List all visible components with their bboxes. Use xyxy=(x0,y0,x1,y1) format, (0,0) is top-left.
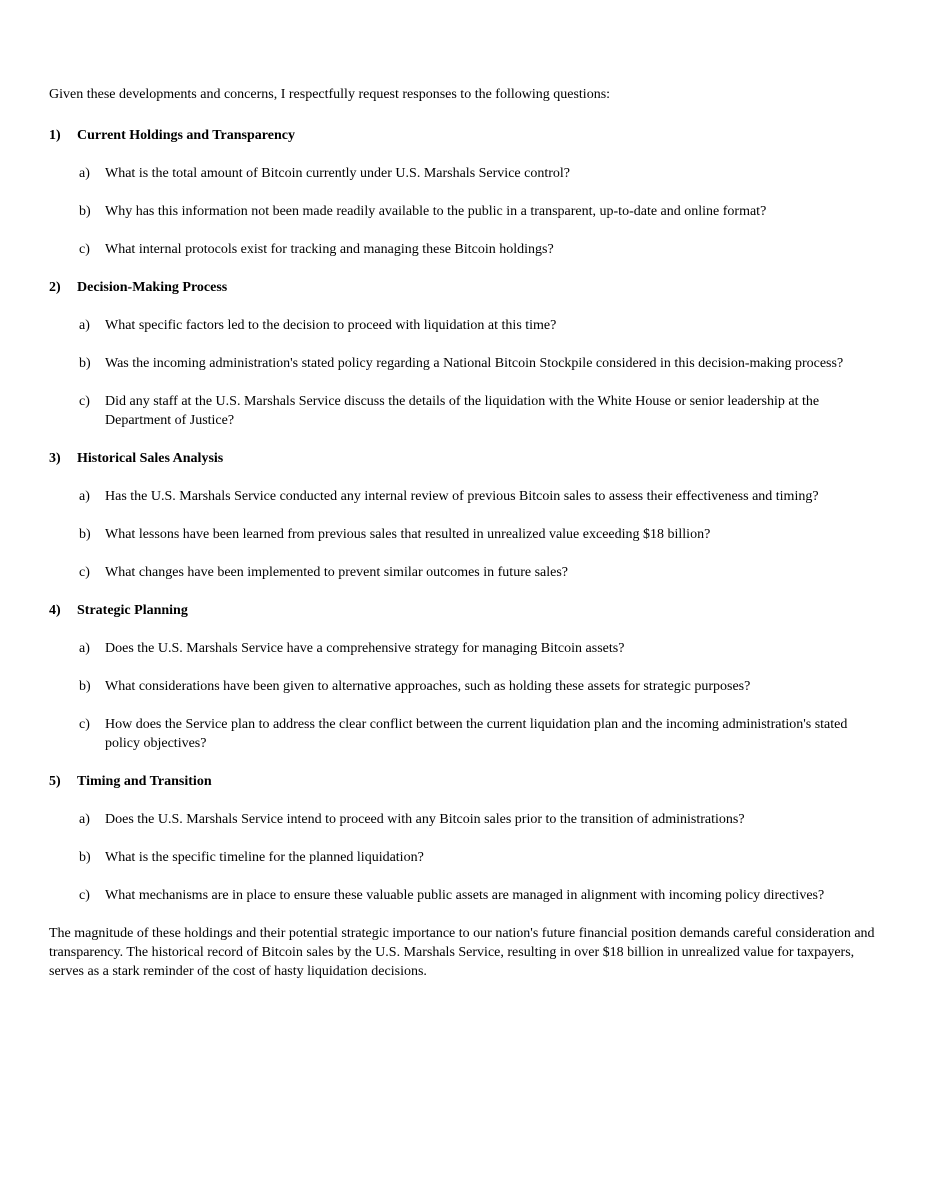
question-section xyxy=(49,601,883,753)
item-text: Was the incoming administration's stated policy regarding a National Bitcoin Stockpile considered in this decision-making process? xyxy=(105,356,844,371)
item-text: What specific factors led to the decision to proceed with liquidation at this time? xyxy=(105,318,557,333)
question-item xyxy=(79,525,883,544)
item-letter: a) xyxy=(79,318,90,333)
item-letter: a) xyxy=(79,641,90,656)
section-items xyxy=(79,487,883,582)
section-title: Timing and Transition xyxy=(77,774,212,789)
item-letter: c) xyxy=(79,717,90,732)
section-number: 1) xyxy=(49,128,61,143)
section-header xyxy=(49,601,883,620)
section-items xyxy=(79,810,883,905)
question-item xyxy=(79,240,883,259)
question-section xyxy=(49,772,883,905)
item-text: Why has this information not been made readily available to the public in a transparent, up-to-date and online format? xyxy=(105,204,767,219)
question-item xyxy=(79,563,883,582)
question-item xyxy=(79,316,883,335)
item-text: What considerations have been given to alternative approaches, such as holding these assets for strategic purposes? xyxy=(105,679,751,694)
section-title: Strategic Planning xyxy=(77,603,188,618)
intro-paragraph: Given these developments and concerns, I respectfully request responses to the following questions: xyxy=(49,87,611,102)
question-section xyxy=(49,278,883,430)
section-header xyxy=(49,126,883,145)
item-letter: b) xyxy=(79,356,91,371)
item-text: What changes have been implemented to prevent similar outcomes in future sales? xyxy=(105,565,569,580)
section-title: Decision-Making Process xyxy=(77,280,228,295)
question-item xyxy=(79,677,883,696)
item-text: What lessons have been learned from previous sales that resulted in unrealized value exceeding $18 billion? xyxy=(105,527,711,542)
closing-paragraph: The magnitude of these holdings and their potential strategic importance to our nation's future financial position demands careful consideration and transparency. The historical record of Bitcoin sales by the U.S. Marshals Service, resulting in over $18 billion in unrealized value for taxpayers, serves as a stark reminder of the cost of hasty liquidation decisions. xyxy=(49,926,875,979)
item-letter: b) xyxy=(79,527,91,542)
item-letter: a) xyxy=(79,166,90,181)
question-section xyxy=(49,449,883,582)
section-items xyxy=(79,639,883,753)
item-text: Has the U.S. Marshals Service conducted any internal review of previous Bitcoin sales to assess their effectiveness and timing? xyxy=(105,489,819,504)
section-items xyxy=(79,164,883,259)
question-item xyxy=(79,392,883,430)
item-text: Does the U.S. Marshals Service intend to proceed with any Bitcoin sales prior to the transition of administrations? xyxy=(105,812,745,827)
item-letter: b) xyxy=(79,679,91,694)
section-header xyxy=(49,449,883,468)
item-letter: c) xyxy=(79,242,90,257)
section-number: 3) xyxy=(49,451,61,466)
question-section xyxy=(49,126,883,259)
question-item xyxy=(79,848,883,867)
question-item xyxy=(79,810,883,829)
item-text: What mechanisms are in place to ensure these valuable public assets are managed in alignment with incoming policy directives? xyxy=(105,888,825,903)
item-letter: c) xyxy=(79,394,90,409)
section-title: Historical Sales Analysis xyxy=(77,451,224,466)
section-items xyxy=(79,316,883,430)
item-text: What is the total amount of Bitcoin currently under U.S. Marshals Service control? xyxy=(105,166,570,181)
question-item xyxy=(79,715,883,753)
question-item xyxy=(79,202,883,221)
item-text: Does the U.S. Marshals Service have a comprehensive strategy for managing Bitcoin assets? xyxy=(105,641,625,656)
item-text: What is the specific timeline for the planned liquidation? xyxy=(105,850,424,865)
item-letter: b) xyxy=(79,204,91,219)
item-text: What internal protocols exist for tracking and managing these Bitcoin holdings? xyxy=(105,242,554,257)
item-letter: b) xyxy=(79,850,91,865)
item-text: Did any staff at the U.S. Marshals Service discuss the details of the liquidation with the White House or senior leadership at the Department of Justice? xyxy=(105,394,820,428)
question-item xyxy=(79,354,883,373)
question-item xyxy=(79,886,883,905)
section-title: Current Holdings and Transparency xyxy=(77,128,295,143)
question-item xyxy=(79,639,883,658)
section-number: 5) xyxy=(49,774,61,789)
section-number: 4) xyxy=(49,603,61,618)
item-letter: c) xyxy=(79,888,90,903)
section-number: 2) xyxy=(49,280,61,295)
question-item xyxy=(79,164,883,183)
item-letter: a) xyxy=(79,812,90,827)
section-header xyxy=(49,772,883,791)
question-sections xyxy=(49,126,883,905)
section-header xyxy=(49,278,883,297)
item-text: How does the Service plan to address the clear conflict between the current liquidation plan and the incoming administration's stated policy objectives? xyxy=(105,717,848,751)
item-letter: a) xyxy=(79,489,90,504)
item-letter: c) xyxy=(79,565,90,580)
question-item xyxy=(79,487,883,506)
